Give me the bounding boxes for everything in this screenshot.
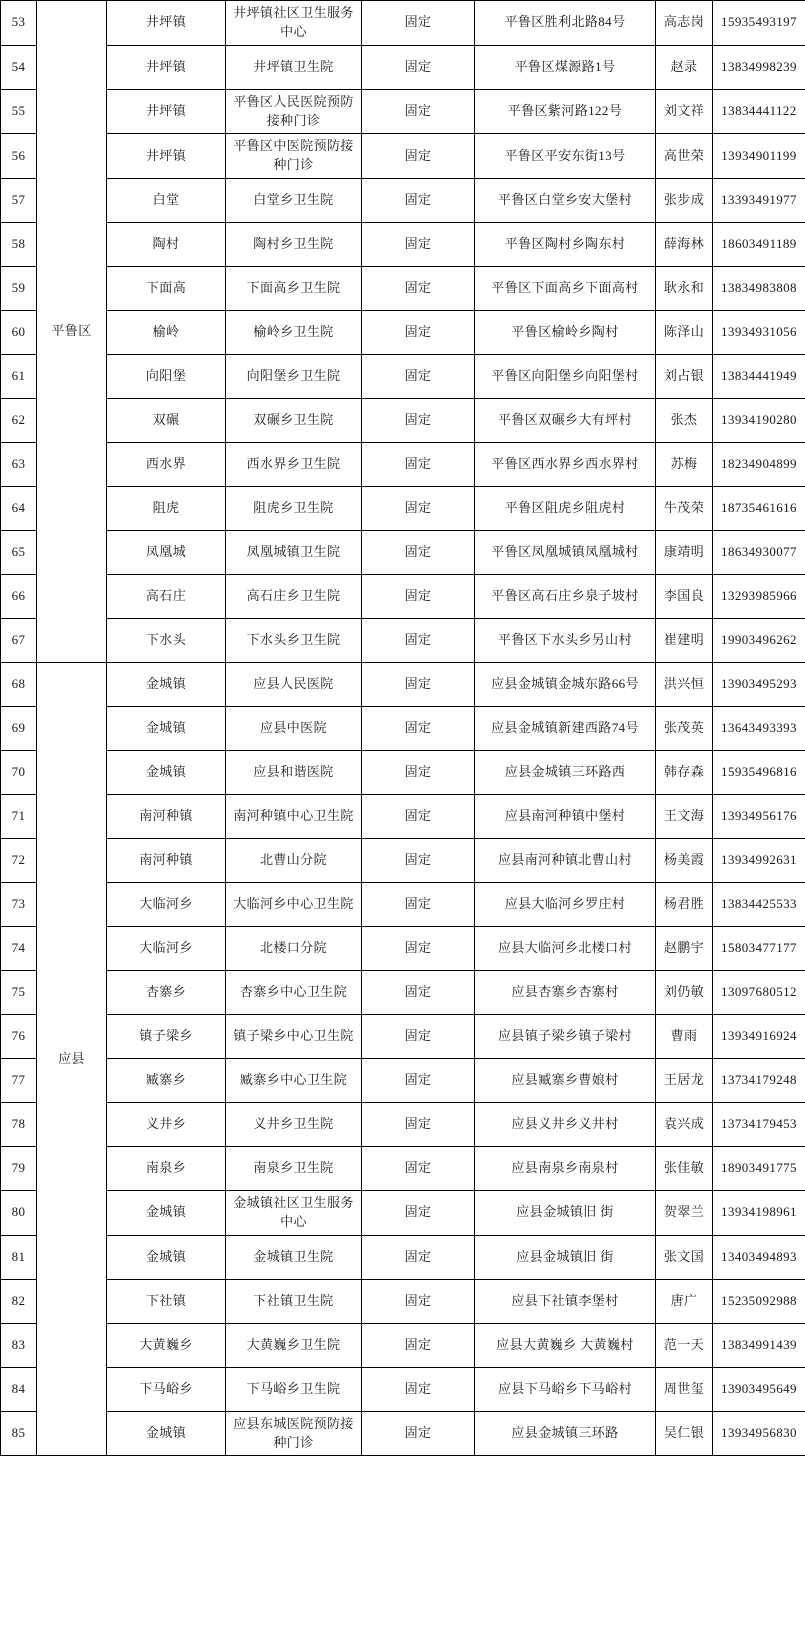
cell-index: 53 [1, 1, 37, 46]
cell-unit: 凤凰城镇卫生院 [226, 531, 362, 575]
cell-type: 固定 [362, 89, 475, 134]
cell-index: 54 [1, 45, 37, 89]
cell-contact: 张文国 [656, 1235, 713, 1279]
cell-unit: 应县人民医院 [226, 663, 362, 707]
cell-contact: 苏梅 [656, 443, 713, 487]
cell-contact: 周世玺 [656, 1367, 713, 1411]
cell-index: 70 [1, 751, 37, 795]
cell-town: 金城镇 [107, 707, 226, 751]
cell-contact: 刘占银 [656, 355, 713, 399]
cell-index: 73 [1, 883, 37, 927]
cell-index: 71 [1, 795, 37, 839]
cell-contact: 杨君胜 [656, 883, 713, 927]
table-row [1, 1103, 805, 1147]
cell-unit: 应县和谐医院 [226, 751, 362, 795]
cell-unit: 双碾乡卫生院 [226, 399, 362, 443]
cell-index: 61 [1, 355, 37, 399]
table-row [1, 311, 805, 355]
cell-unit: 义井乡卫生院 [226, 1103, 362, 1147]
table-row [1, 663, 805, 707]
cell-contact: 赵鹏宇 [656, 927, 713, 971]
cell-town: 金城镇 [107, 1191, 226, 1236]
cell-index: 80 [1, 1191, 37, 1236]
cell-index: 82 [1, 1279, 37, 1323]
cell-address: 应县镇子梁乡镇子梁村 [475, 1015, 656, 1059]
cell-type: 固定 [362, 1411, 475, 1456]
cell-contact: 赵录 [656, 45, 713, 89]
cell-address: 平鲁区向阳堡乡向阳堡村 [475, 355, 656, 399]
cell-address: 应县金城镇旧 街 [475, 1235, 656, 1279]
table-row [1, 1411, 805, 1456]
cell-index: 75 [1, 971, 37, 1015]
cell-town: 下面高 [107, 267, 226, 311]
cell-address: 平鲁区西水界乡西水界村 [475, 443, 656, 487]
cell-contact: 唐广 [656, 1279, 713, 1323]
cell-unit: 南泉乡卫生院 [226, 1147, 362, 1191]
cell-contact: 王居龙 [656, 1059, 713, 1103]
cell-unit: 大临河乡中心卫生院 [226, 883, 362, 927]
cell-phone: 15935493197 [713, 1, 805, 46]
table-row [1, 1323, 805, 1367]
cell-phone: 18903491775 [713, 1147, 805, 1191]
cell-unit: 北曹山分院 [226, 839, 362, 883]
cell-type: 固定 [362, 619, 475, 663]
cell-town: 金城镇 [107, 751, 226, 795]
cell-type: 固定 [362, 883, 475, 927]
table-row [1, 619, 805, 663]
table-row [1, 575, 805, 619]
cell-town: 向阳堡 [107, 355, 226, 399]
cell-type: 固定 [362, 1235, 475, 1279]
cell-index: 84 [1, 1367, 37, 1411]
cell-phone: 13643493393 [713, 707, 805, 751]
cell-type: 固定 [362, 1323, 475, 1367]
cell-phone: 13934901199 [713, 134, 805, 179]
cell-address: 应县义井乡义井村 [475, 1103, 656, 1147]
cell-address: 平鲁区紫河路122号 [475, 89, 656, 134]
table-row [1, 45, 805, 89]
cell-contact: 耿永和 [656, 267, 713, 311]
cell-address: 平鲁区下面高乡下面高村 [475, 267, 656, 311]
cell-type: 固定 [362, 663, 475, 707]
cell-unit: 应县东城医院预防接种门诊 [226, 1411, 362, 1456]
cell-index: 78 [1, 1103, 37, 1147]
cell-contact: 薛海林 [656, 223, 713, 267]
cell-address: 平鲁区高石庄乡泉子坡村 [475, 575, 656, 619]
cell-address: 应县金城镇金城东路66号 [475, 663, 656, 707]
cell-phone: 13903495649 [713, 1367, 805, 1411]
cell-phone: 13934931056 [713, 311, 805, 355]
cell-phone: 13834983808 [713, 267, 805, 311]
cell-town: 南河种镇 [107, 839, 226, 883]
cell-type: 固定 [362, 223, 475, 267]
cell-town: 榆岭 [107, 311, 226, 355]
cell-town: 高石庄 [107, 575, 226, 619]
cell-town: 大临河乡 [107, 883, 226, 927]
cell-town: 陶村 [107, 223, 226, 267]
table-row [1, 1147, 805, 1191]
cell-index: 60 [1, 311, 37, 355]
cell-phone: 13403494893 [713, 1235, 805, 1279]
cell-contact: 韩存森 [656, 751, 713, 795]
cell-type: 固定 [362, 1367, 475, 1411]
cell-unit: 白堂乡卫生院 [226, 179, 362, 223]
cell-type: 固定 [362, 707, 475, 751]
cell-type: 固定 [362, 45, 475, 89]
cell-index: 58 [1, 223, 37, 267]
cell-index: 62 [1, 399, 37, 443]
cell-unit: 井坪镇卫生院 [226, 45, 362, 89]
cell-type: 固定 [362, 531, 475, 575]
table-row [1, 134, 805, 179]
table-row [1, 1059, 805, 1103]
cell-town: 井坪镇 [107, 89, 226, 134]
cell-phone: 13903495293 [713, 663, 805, 707]
cell-phone: 18234904899 [713, 443, 805, 487]
cell-unit: 下面高乡卫生院 [226, 267, 362, 311]
cell-address: 平鲁区白堂乡安大堡村 [475, 179, 656, 223]
cell-type: 固定 [362, 311, 475, 355]
cell-town: 金城镇 [107, 663, 226, 707]
cell-type: 固定 [362, 134, 475, 179]
cell-contact: 高世荣 [656, 134, 713, 179]
cell-address: 应县杏寨乡杏寨村 [475, 971, 656, 1015]
cell-address: 平鲁区煤源路1号 [475, 45, 656, 89]
cell-unit: 杏寨乡中心卫生院 [226, 971, 362, 1015]
cell-town: 金城镇 [107, 1411, 226, 1456]
table-row [1, 1367, 805, 1411]
cell-type: 固定 [362, 575, 475, 619]
table-row [1, 223, 805, 267]
cell-address: 应县大临河乡北楼口村 [475, 927, 656, 971]
cell-contact: 张步成 [656, 179, 713, 223]
cell-type: 固定 [362, 487, 475, 531]
cell-unit: 阻虎乡卫生院 [226, 487, 362, 531]
cell-contact: 洪兴恒 [656, 663, 713, 707]
cell-address: 平鲁区下水头乡另山村 [475, 619, 656, 663]
cell-phone: 13834425533 [713, 883, 805, 927]
cell-index: 66 [1, 575, 37, 619]
cell-phone: 13734179453 [713, 1103, 805, 1147]
cell-index: 68 [1, 663, 37, 707]
cell-contact: 李国良 [656, 575, 713, 619]
table-row [1, 1191, 805, 1236]
table-row [1, 531, 805, 575]
table-row [1, 751, 805, 795]
cell-contact: 刘文祥 [656, 89, 713, 134]
table-row [1, 707, 805, 751]
cell-index: 59 [1, 267, 37, 311]
cell-type: 固定 [362, 839, 475, 883]
cell-address: 应县大黄巍乡 大黄巍村 [475, 1323, 656, 1367]
cell-index: 57 [1, 179, 37, 223]
cell-unit: 镇子梁乡中心卫生院 [226, 1015, 362, 1059]
cell-contact: 贺翠兰 [656, 1191, 713, 1236]
cell-type: 固定 [362, 1279, 475, 1323]
table-row [1, 1, 805, 46]
table-row [1, 399, 805, 443]
cell-unit: 金城镇社区卫生服务中心 [226, 1191, 362, 1236]
table-row [1, 1235, 805, 1279]
cell-unit: 下水头乡卫生院 [226, 619, 362, 663]
cell-town: 大黄巍乡 [107, 1323, 226, 1367]
cell-type: 固定 [362, 927, 475, 971]
cell-phone: 13734179248 [713, 1059, 805, 1103]
cell-contact: 王文海 [656, 795, 713, 839]
table-row [1, 795, 805, 839]
cell-unit: 北楼口分院 [226, 927, 362, 971]
cell-index: 55 [1, 89, 37, 134]
cell-contact: 曹雨 [656, 1015, 713, 1059]
cell-address: 应县金城镇三环路西 [475, 751, 656, 795]
cell-phone: 13934916924 [713, 1015, 805, 1059]
table-row [1, 89, 805, 134]
table-row [1, 487, 805, 531]
cell-unit: 高石庄乡卫生院 [226, 575, 362, 619]
cell-phone: 13834441122 [713, 89, 805, 134]
cell-town: 下马峪乡 [107, 1367, 226, 1411]
cell-type: 固定 [362, 399, 475, 443]
cell-district: 平鲁区 [37, 1, 107, 663]
cell-contact: 张茂英 [656, 707, 713, 751]
cell-phone: 13934190280 [713, 399, 805, 443]
cell-type: 固定 [362, 795, 475, 839]
cell-phone: 15935496816 [713, 751, 805, 795]
cell-unit: 臧寨乡中心卫生院 [226, 1059, 362, 1103]
cell-phone: 13097680512 [713, 971, 805, 1015]
cell-type: 固定 [362, 751, 475, 795]
cell-town: 下社镇 [107, 1279, 226, 1323]
cell-unit: 榆岭乡卫生院 [226, 311, 362, 355]
cell-index: 56 [1, 134, 37, 179]
cell-unit: 平鲁区人民医院预防接种门诊 [226, 89, 362, 134]
cell-address: 应县下社镇李堡村 [475, 1279, 656, 1323]
cell-address: 平鲁区双碾乡大有坪村 [475, 399, 656, 443]
cell-town: 井坪镇 [107, 134, 226, 179]
cell-index: 85 [1, 1411, 37, 1456]
cell-contact: 康靖明 [656, 531, 713, 575]
cell-address: 应县下马峪乡下马峪村 [475, 1367, 656, 1411]
cell-town: 南泉乡 [107, 1147, 226, 1191]
table-row [1, 443, 805, 487]
cell-type: 固定 [362, 179, 475, 223]
cell-type: 固定 [362, 1147, 475, 1191]
cell-type: 固定 [362, 267, 475, 311]
cell-unit: 大黄巍乡卫生院 [226, 1323, 362, 1367]
cell-town: 凤凰城 [107, 531, 226, 575]
cell-phone: 15803477177 [713, 927, 805, 971]
cell-type: 固定 [362, 1059, 475, 1103]
cell-unit: 金城镇卫生院 [226, 1235, 362, 1279]
cell-phone: 13293985966 [713, 575, 805, 619]
cell-phone: 13934956176 [713, 795, 805, 839]
cell-phone: 18634930077 [713, 531, 805, 575]
cell-address: 应县南河种镇中堡村 [475, 795, 656, 839]
cell-index: 83 [1, 1323, 37, 1367]
cell-unit: 下社镇卫生院 [226, 1279, 362, 1323]
cell-address: 平鲁区榆岭乡陶村 [475, 311, 656, 355]
cell-contact: 范一天 [656, 1323, 713, 1367]
cell-town: 臧寨乡 [107, 1059, 226, 1103]
cell-type: 固定 [362, 1, 475, 46]
table-row [1, 971, 805, 1015]
cell-unit: 下马峪乡卫生院 [226, 1367, 362, 1411]
cell-index: 74 [1, 927, 37, 971]
cell-index: 67 [1, 619, 37, 663]
cell-address: 平鲁区阻虎乡阻虎村 [475, 487, 656, 531]
cell-town: 白堂 [107, 179, 226, 223]
table-row [1, 179, 805, 223]
cell-town: 阻虎 [107, 487, 226, 531]
cell-town: 镇子梁乡 [107, 1015, 226, 1059]
cell-type: 固定 [362, 443, 475, 487]
cell-phone: 18603491189 [713, 223, 805, 267]
cell-town: 义井乡 [107, 1103, 226, 1147]
cell-phone: 13934198961 [713, 1191, 805, 1236]
cell-index: 64 [1, 487, 37, 531]
cell-type: 固定 [362, 355, 475, 399]
cell-phone: 13934992631 [713, 839, 805, 883]
cell-unit: 平鲁区中医院预防接种门诊 [226, 134, 362, 179]
cell-phone: 13834441949 [713, 355, 805, 399]
cell-contact: 崔建明 [656, 619, 713, 663]
cell-address: 平鲁区胜利北路84号 [475, 1, 656, 46]
cell-contact: 杨美霞 [656, 839, 713, 883]
cell-index: 81 [1, 1235, 37, 1279]
cell-phone: 15235092988 [713, 1279, 805, 1323]
cell-contact: 吴仁银 [656, 1411, 713, 1456]
cell-index: 69 [1, 707, 37, 751]
cell-address: 平鲁区陶村乡陶东村 [475, 223, 656, 267]
cell-type: 固定 [362, 1015, 475, 1059]
cell-index: 76 [1, 1015, 37, 1059]
cell-town: 南河种镇 [107, 795, 226, 839]
cell-address: 应县臧寨乡曹娘村 [475, 1059, 656, 1103]
cell-phone: 13393491977 [713, 179, 805, 223]
cell-phone: 19903496262 [713, 619, 805, 663]
cell-address: 应县南泉乡南泉村 [475, 1147, 656, 1191]
cell-town: 井坪镇 [107, 1, 226, 46]
cell-address: 应县金城镇三环路 [475, 1411, 656, 1456]
cell-address: 平鲁区凤凰城镇凤凰城村 [475, 531, 656, 575]
cell-town: 井坪镇 [107, 45, 226, 89]
cell-index: 77 [1, 1059, 37, 1103]
table-row [1, 839, 805, 883]
cell-unit: 陶村乡卫生院 [226, 223, 362, 267]
cell-address: 应县金城镇新建西路74号 [475, 707, 656, 751]
table-row [1, 1015, 805, 1059]
cell-district: 应县 [37, 663, 107, 1456]
cell-index: 65 [1, 531, 37, 575]
cell-town: 西水界 [107, 443, 226, 487]
cell-phone: 13934956830 [713, 1411, 805, 1456]
cell-phone: 18735461616 [713, 487, 805, 531]
table-row [1, 927, 805, 971]
cell-contact: 陈泽山 [656, 311, 713, 355]
cell-unit: 西水界乡卫生院 [226, 443, 362, 487]
cell-index: 72 [1, 839, 37, 883]
cell-contact: 袁兴成 [656, 1103, 713, 1147]
cell-unit: 南河种镇中心卫生院 [226, 795, 362, 839]
table-row [1, 355, 805, 399]
cell-unit: 井坪镇社区卫生服务中心 [226, 1, 362, 46]
cell-type: 固定 [362, 971, 475, 1015]
cell-town: 杏寨乡 [107, 971, 226, 1015]
cell-town: 金城镇 [107, 1235, 226, 1279]
cell-index: 79 [1, 1147, 37, 1191]
cell-contact: 张佳敏 [656, 1147, 713, 1191]
cell-unit: 向阳堡乡卫生院 [226, 355, 362, 399]
cell-town: 双碾 [107, 399, 226, 443]
cell-type: 固定 [362, 1103, 475, 1147]
cell-address: 应县大临河乡罗庄村 [475, 883, 656, 927]
table-row [1, 1279, 805, 1323]
cell-unit: 应县中医院 [226, 707, 362, 751]
cell-contact: 高志岗 [656, 1, 713, 46]
cell-index: 63 [1, 443, 37, 487]
cell-phone: 13834991439 [713, 1323, 805, 1367]
table-row [1, 883, 805, 927]
cell-town: 大临河乡 [107, 927, 226, 971]
cell-contact: 刘仍敏 [656, 971, 713, 1015]
cell-phone: 13834998239 [713, 45, 805, 89]
cell-town: 下水头 [107, 619, 226, 663]
cell-contact: 张杰 [656, 399, 713, 443]
table-row [1, 267, 805, 311]
cell-address: 平鲁区平安东街13号 [475, 134, 656, 179]
cell-address: 应县金城镇旧 街 [475, 1191, 656, 1236]
cell-contact: 牛茂荣 [656, 487, 713, 531]
cell-type: 固定 [362, 1191, 475, 1236]
cell-address: 应县南河种镇北曹山村 [475, 839, 656, 883]
